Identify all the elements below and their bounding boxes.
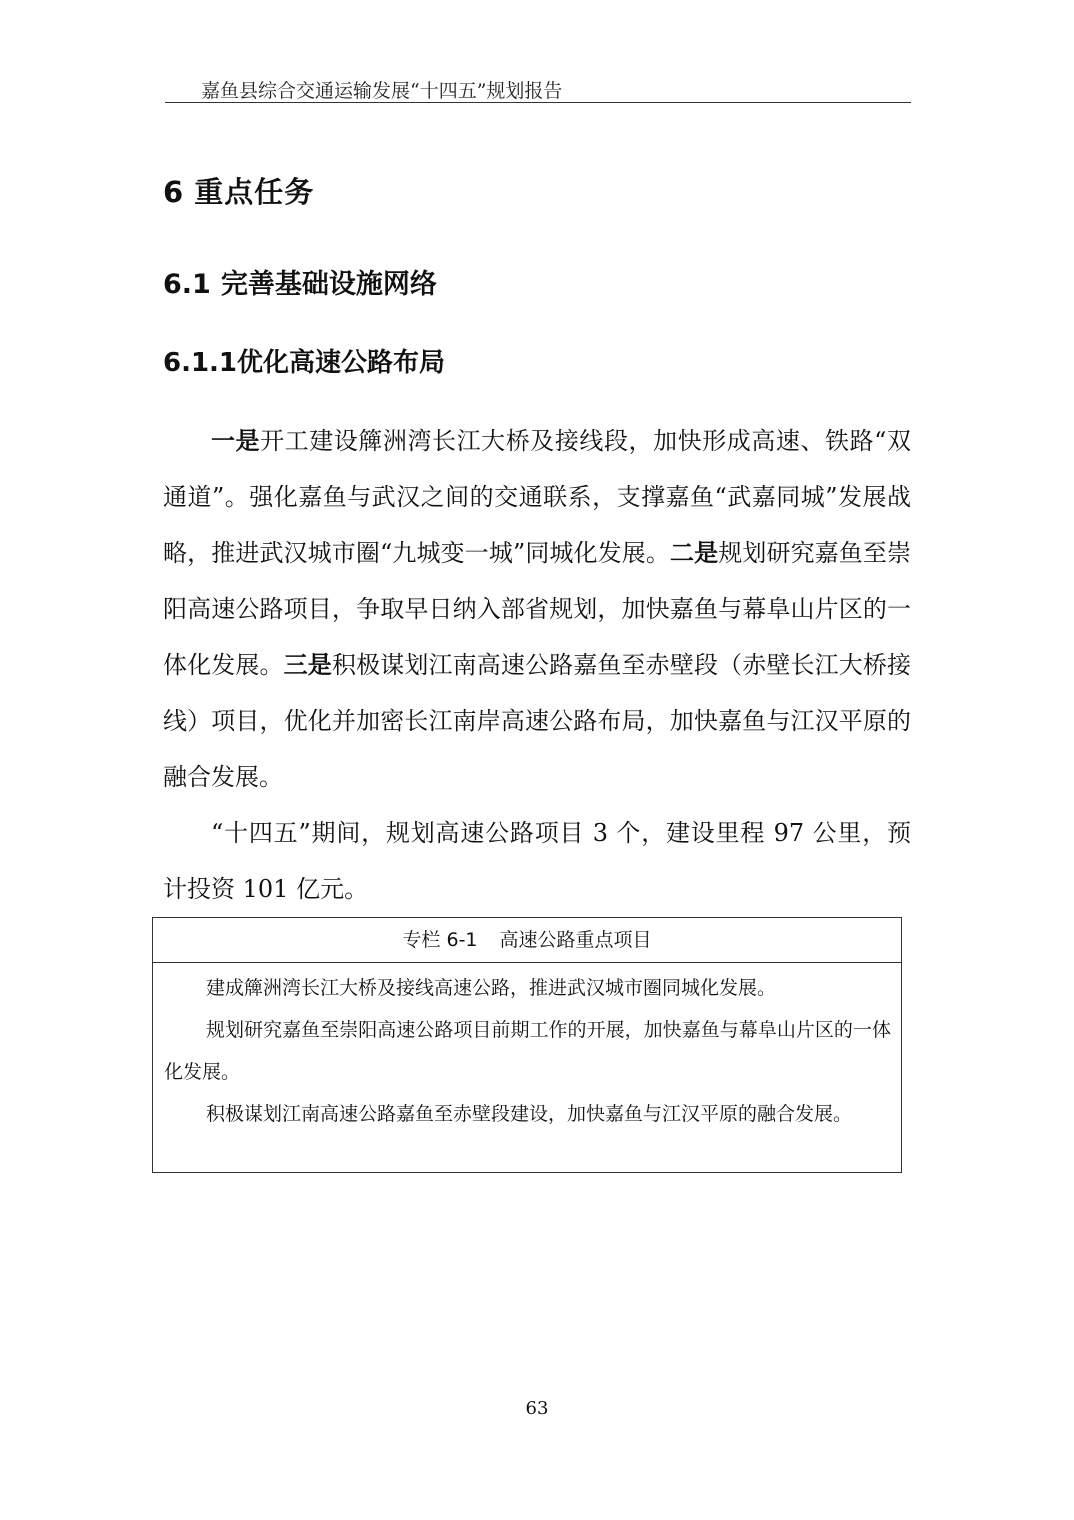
box-title: [153, 918, 901, 963]
text-second: 规划研究嘉鱼至崇阳高速公路项目，争取早日纳入部省规划，加快嘉鱼与幕阜山片区的一体化发展。: [163, 539, 912, 679]
section-title: 完善基础设施网络: [220, 269, 437, 300]
chapter-title: 重点任务: [194, 175, 315, 209]
box-body: [153, 963, 901, 1135]
subsection-number: 6.1.1: [163, 348, 238, 378]
body-paragraph-2: “十四五”期间，规划高速公路项目 3 个，建设里程 97 公里，预计投资 101 亿元。: [163, 819, 911, 903]
box-title-text: 高速公路重点项目: [499, 929, 652, 951]
lead-third: 三是: [283, 650, 332, 679]
section-number: 6.1: [163, 269, 211, 300]
chapter-heading: [163, 170, 314, 211]
page-header: [165, 74, 911, 103]
feature-box: [152, 917, 902, 1173]
box-item: 积极谋划江南高速公路嘉鱼至赤壁段建设，加快嘉鱼与江汉平原的融合发展。: [206, 1103, 853, 1125]
lead-second: 二是: [670, 538, 719, 567]
lead-first: 一是: [211, 426, 261, 455]
section-heading: [163, 262, 437, 301]
subsection-title: 优化高速公路布局: [237, 348, 446, 378]
box-item: 规划研究嘉鱼至崇阳高速公路项目前期工作的开展，加快嘉鱼与幕阜山片区的一体化发展。: [164, 1019, 891, 1083]
text-first: 开工建设簰洲湾长江大桥及接线段，加快形成高速、铁路“双通道”。强化嘉鱼与武汉之间的交通联系，支撑嘉鱼“武嘉同城”发展战略，推进武汉城市圈“九城变一城”同城化发展。: [163, 427, 911, 567]
chapter-number: 6: [163, 175, 185, 209]
box-label: 专栏 6-1: [402, 929, 478, 951]
body-paragraph-1: [163, 413, 911, 805]
header-title: 嘉鱼县综合交通运输发展“十四五”规划报告: [201, 80, 563, 102]
box-item: 建成簰洲湾长江大桥及接线高速公路，推进武汉城市圈同城化发展。: [206, 977, 777, 999]
subsection-heading: [163, 342, 445, 379]
page-number: 63: [525, 1398, 549, 1419]
text-third: 积极谋划江南高速公路嘉鱼至赤壁段（赤壁长江大桥接线）项目，优化并加密长江南岸高速公路布局，加快嘉鱼与江汉平原的融合发展。: [163, 651, 912, 791]
